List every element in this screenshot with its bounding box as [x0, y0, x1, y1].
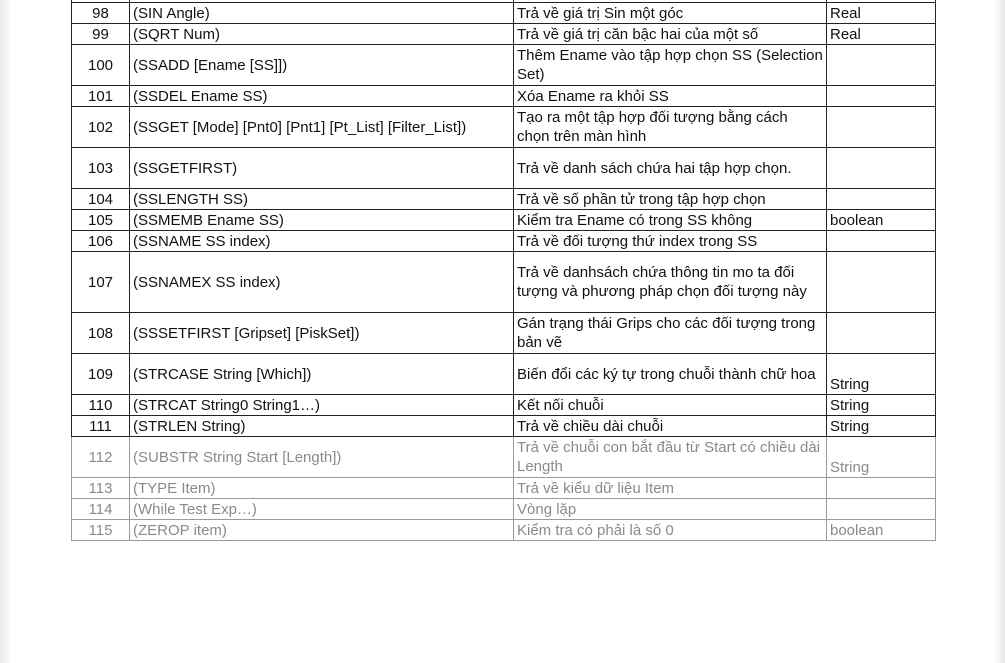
function-syntax: (SSSETFIRST [Gripset] [PiskSet]): [130, 313, 514, 354]
table-row: [72, 252, 936, 313]
table-row: [72, 24, 936, 45]
return-type: [827, 107, 936, 148]
table-row: [72, 313, 936, 354]
row-number: 102: [72, 107, 130, 148]
function-syntax: (SSGET [Mode] [Pnt0] [Pnt1] [Pt_List] [Filter_List]): [130, 107, 514, 148]
table-row: [72, 354, 936, 395]
row-number: 99: [72, 24, 130, 45]
function-syntax: (SSMEMB Ename SS): [130, 210, 514, 231]
return-type: [827, 252, 936, 313]
row-number: 101: [72, 86, 130, 107]
row-number: 112: [72, 437, 130, 478]
return-type: [827, 499, 936, 520]
row-number: 114: [72, 499, 130, 520]
return-type: String: [827, 437, 936, 478]
return-type: String: [827, 395, 936, 416]
left-shadow: [0, 0, 12, 663]
return-type: Real: [827, 24, 936, 45]
table-row: [72, 107, 936, 148]
function-description: Xóa Ename ra khỏi SS: [514, 86, 827, 107]
table-row: [72, 231, 936, 252]
function-syntax: (STRCAT String0 String1…): [130, 395, 514, 416]
function-table: [71, 0, 936, 541]
return-type: boolean: [827, 520, 936, 541]
function-description: Biến đổi các ký tự trong chuỗi thành chữ hoa: [514, 354, 827, 395]
function-description: Trả về kiểu dữ liệu Item: [514, 478, 827, 499]
table-row: [72, 148, 936, 189]
function-description: Trả về giá trị căn bậc hai của một số: [514, 24, 827, 45]
function-syntax: (TYPE Item): [130, 478, 514, 499]
function-description: Gán trạng thái Grips cho các đối tượng trong bản vẽ: [514, 313, 827, 354]
function-description: Trả về đối tượng thứ index trong SS: [514, 231, 827, 252]
return-type: [827, 45, 936, 86]
table-row: [72, 189, 936, 210]
row-number: 106: [72, 231, 130, 252]
table-row: [72, 210, 936, 231]
table-row: [72, 45, 936, 86]
function-syntax: (SQRT Num): [130, 24, 514, 45]
function-syntax: (SSLENGTH SS): [130, 189, 514, 210]
table-row: [72, 499, 936, 520]
table-row: [72, 478, 936, 499]
function-syntax: (SSADD [Ename [SS]]): [130, 45, 514, 86]
return-type: [827, 313, 936, 354]
return-type: [827, 231, 936, 252]
function-syntax: (While Test Exp…): [130, 499, 514, 520]
row-number: 105: [72, 210, 130, 231]
function-syntax: (SSDEL Ename SS): [130, 86, 514, 107]
return-type: String: [827, 416, 936, 437]
return-type: boolean: [827, 210, 936, 231]
table-row: [72, 86, 936, 107]
right-shadow: [993, 0, 1005, 663]
function-table-body: [72, 0, 936, 541]
function-syntax: (ZEROP item): [130, 520, 514, 541]
table-row: [72, 437, 936, 478]
function-description: Trả về danhsách chứa thông tin mo ta đối tượng và phương pháp chọn đối tượng này: [514, 252, 827, 313]
function-description: Kiểm tra có phải là số 0: [514, 520, 827, 541]
function-syntax: (SUBSTR String Start [Length]): [130, 437, 514, 478]
function-description: Vòng lặp: [514, 499, 827, 520]
function-syntax: (STRCASE String [Which]): [130, 354, 514, 395]
return-type: String: [827, 354, 936, 395]
table-row: [72, 520, 936, 541]
return-type: [827, 478, 936, 499]
return-type: [827, 189, 936, 210]
row-number: 107: [72, 252, 130, 313]
return-type: Real: [827, 3, 936, 24]
function-description: Trả về chiều dài chuỗi: [514, 416, 827, 437]
function-syntax: (SSNAMEX SS index): [130, 252, 514, 313]
function-syntax: (STRLEN String): [130, 416, 514, 437]
function-description: Trả về giá trị Sin một góc: [514, 3, 827, 24]
row-number: 113: [72, 478, 130, 499]
function-description: Kết nối chuỗi: [514, 395, 827, 416]
function-syntax: (SSGETFIRST): [130, 148, 514, 189]
function-description: Trả về chuỗi con bắt đầu từ Start có chiều dài Length: [514, 437, 827, 478]
table-row: [72, 3, 936, 24]
row-number: 98: [72, 3, 130, 24]
function-description: Trả về số phần tử trong tập hợp chọn: [514, 189, 827, 210]
row-number: 110: [72, 395, 130, 416]
row-number: 109: [72, 354, 130, 395]
row-number: 115: [72, 520, 130, 541]
table-row: [72, 416, 936, 437]
function-syntax: (SIN Angle): [130, 3, 514, 24]
row-number: 103: [72, 148, 130, 189]
function-description: Trả về danh sách chứa hai tập hợp chọn.: [514, 148, 827, 189]
row-number: 100: [72, 45, 130, 86]
row-number: 104: [72, 189, 130, 210]
table-row: [72, 395, 936, 416]
row-number: 108: [72, 313, 130, 354]
function-description: Thêm Ename vào tập hợp chọn SS (Selection Set): [514, 45, 827, 86]
return-type: [827, 148, 936, 189]
row-number: 111: [72, 416, 130, 437]
function-syntax: (SSNAME SS index): [130, 231, 514, 252]
function-description: Kiểm tra Ename có trong SS không: [514, 210, 827, 231]
return-type: [827, 86, 936, 107]
function-description: Tạo ra một tập hợp đối tượng bằng cách chọn trên màn hình: [514, 107, 827, 148]
